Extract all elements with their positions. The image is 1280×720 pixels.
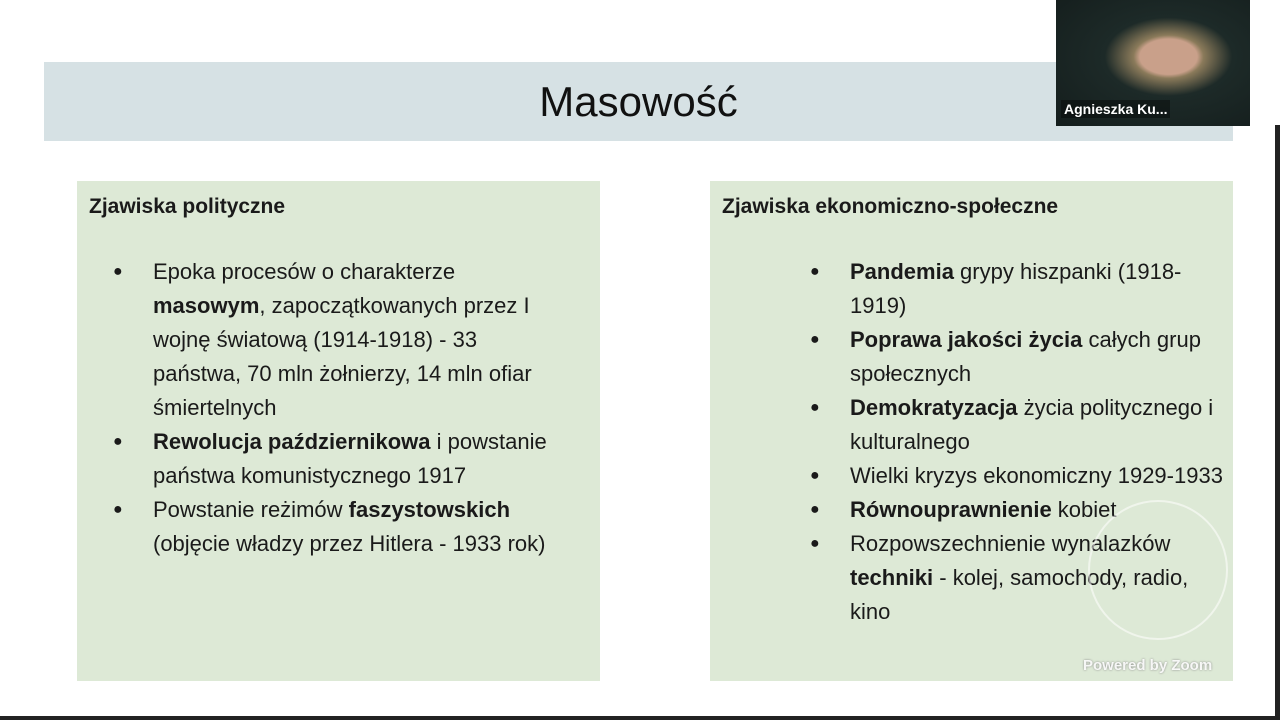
bold-text: Rewolucja październikowa — [153, 429, 431, 454]
bullet-list — [113, 255, 563, 561]
window-edge — [1275, 125, 1280, 720]
participant-video-thumbnail[interactable] — [1056, 0, 1250, 126]
text: życia politycznego i kulturalnego — [850, 395, 1214, 454]
participant-name: Agnieszka Ku... — [1061, 100, 1170, 118]
bullet-icon: ● — [810, 501, 820, 518]
text: kobiet — [1051, 497, 1117, 522]
bold-text: Poprawa jakości życia — [850, 327, 1083, 352]
powered-by-zoom: Powered by Zoom — [1083, 657, 1213, 674]
list-item — [810, 323, 1230, 391]
university-seal-watermark — [1088, 500, 1228, 640]
bold-text: faszystowskich — [348, 497, 511, 522]
text: i powstanie państwa komunistycznego 1917 — [153, 429, 547, 488]
slide-title-bar — [44, 62, 1233, 141]
text: całych grup społecznych — [850, 327, 1201, 386]
list-item — [113, 255, 563, 425]
text: - kolej, samochody, radio, kino — [850, 565, 1189, 624]
text: Wielki kryzys ekonomiczny 1929-1933 — [850, 463, 1223, 488]
text: (objęcie władzy przez Hitlera - 1933 rok) — [153, 531, 546, 556]
panel-heading: Zjawiska ekonomiczno-społeczne — [722, 195, 1059, 218]
list-item — [113, 425, 563, 493]
bullet-icon: ● — [113, 433, 123, 450]
bullet-icon: ● — [113, 501, 123, 518]
text: Powstanie reżimów — [153, 497, 349, 522]
list-item — [810, 255, 1230, 323]
list-item — [810, 391, 1230, 459]
window-edge-bottom — [0, 716, 1280, 720]
bullet-icon: ● — [810, 263, 820, 280]
text: Epoka procesów o charakterze — [153, 259, 456, 284]
text: , zapoczątkowanych przez I wojnę światową (1914-1918) - 33 państwa, 70 mln żołnierzy, 14 mln ofiar śmiertelnych — [153, 293, 532, 420]
text: Rozpowszechnienie wynalazków — [850, 531, 1171, 556]
bullet-icon: ● — [113, 263, 123, 280]
list-item — [810, 459, 1230, 493]
bullet-icon: ● — [810, 535, 820, 552]
bullet-icon: ● — [810, 467, 820, 484]
bold-text: Równouprawnienie — [850, 497, 1052, 522]
list-item — [113, 493, 563, 561]
slide-title: Masowość — [539, 77, 738, 125]
bold-text: Pandemia — [850, 259, 954, 284]
text: grypy hiszpanki (1918-1919) — [850, 259, 1182, 318]
bullet-icon: ● — [810, 399, 820, 416]
panel-heading: Zjawiska polityczne — [89, 195, 286, 218]
bullet-icon: ● — [810, 331, 820, 348]
bold-text: masowym — [153, 293, 260, 318]
bold-text: techniki — [850, 565, 934, 590]
bold-text: Demokratyzacja — [850, 395, 1018, 420]
panel-political — [77, 181, 600, 681]
